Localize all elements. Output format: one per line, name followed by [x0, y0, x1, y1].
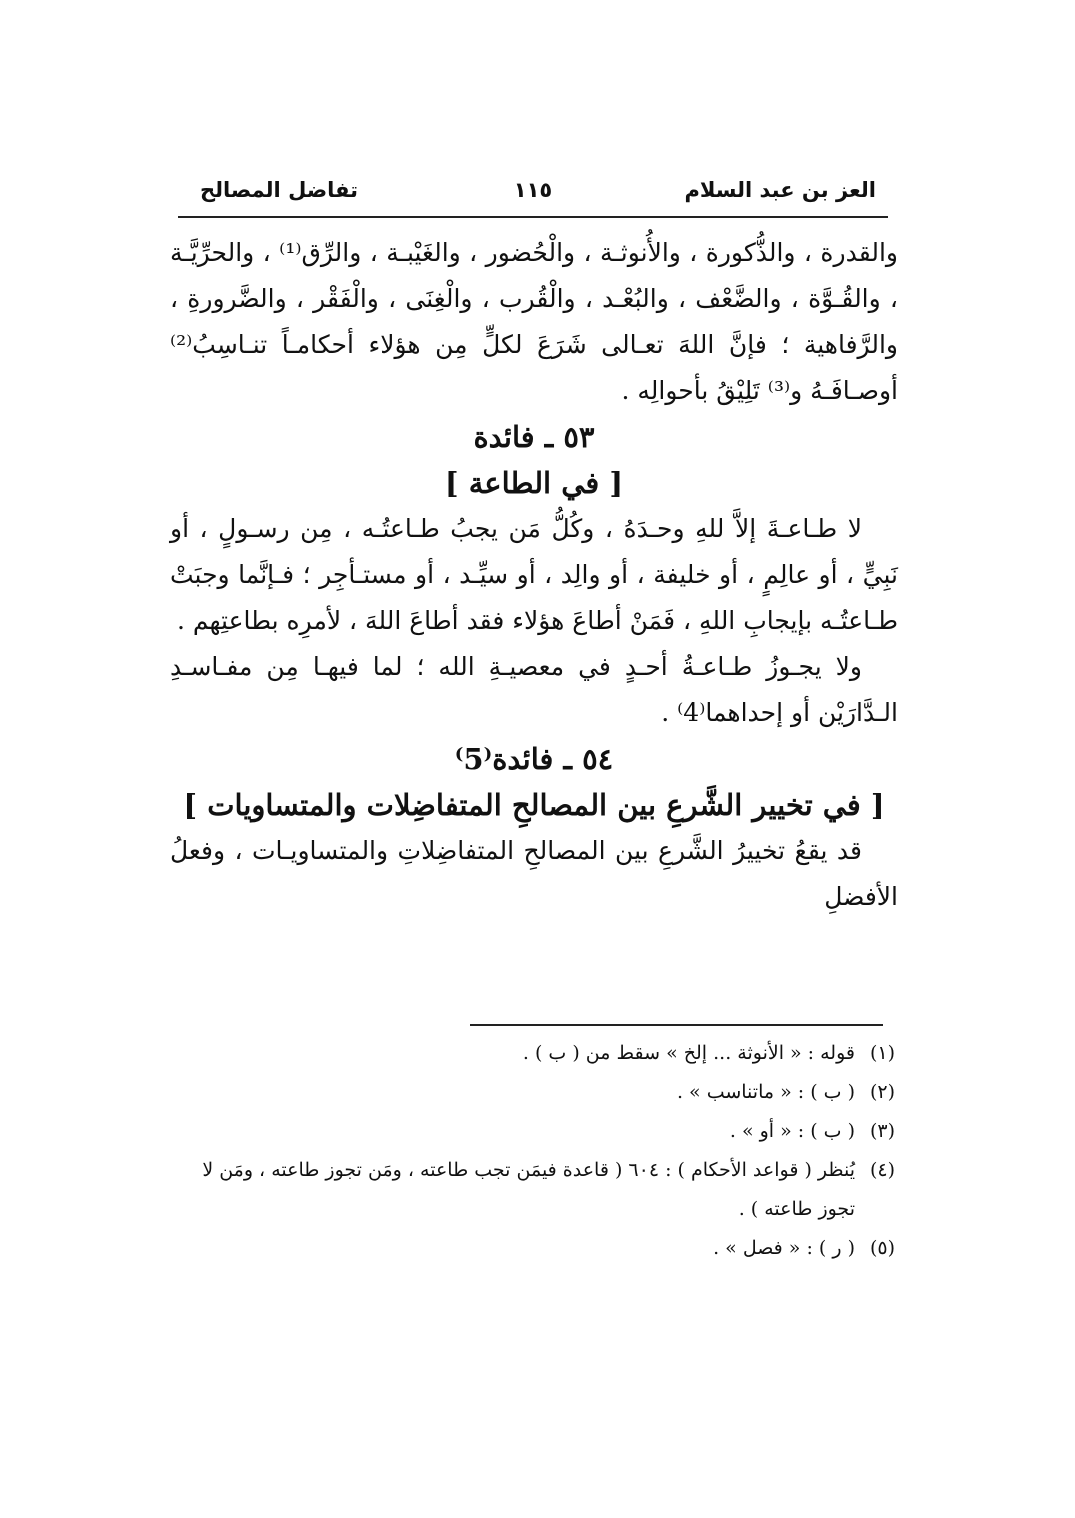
footnote-number: (٤)	[869, 1159, 895, 1181]
header-page-number: ١١٥	[513, 178, 553, 202]
main-text	[170, 230, 898, 920]
footnote	[160, 1073, 895, 1112]
footnote-number: (٥)	[869, 1237, 895, 1259]
footnote-number: (٢)	[869, 1081, 895, 1103]
footnote-number: (٣)	[869, 1120, 895, 1142]
section-54-heading: ٥٤ ـ فائدة⁽5⁾	[454, 742, 614, 776]
footnote	[160, 1112, 895, 1151]
header-author: العز بن عبد السلام	[684, 178, 876, 202]
footnotes	[160, 1034, 895, 1268]
footnote-text: يُنظر ( قواعد الأحكام ) : ٦٠٤ ( قاعدة فيمَن تجب طاعته ، ومَن تجوز طاعته ، ومَن لا تجوز طاعته ) .	[202, 1159, 855, 1220]
running-header	[178, 172, 888, 218]
section-53-paragraph-1: لا طـاعـةَ إلاَّ للهِ وحـدَهُ ، وكُلُّ مَن يجبُ طـاعتُـه ، مِن رسـولٍ ، أو نَبِيٍّ ، أو عالِمٍ ، أو خليفة ، أو والِد ، أو سيِّـد ، أو مستـأجِر ؛ فـإنَّما وجبَتْ طـاعتُـه بإيجابِ اللهِ ، فَمَنْ أطاعَ هؤلاء فقد أطاعَ اللهَ ، لأمرِه بطاعتِهم .	[170, 514, 898, 635]
footnote-text: ( ب ) : « أو » .	[729, 1120, 855, 1142]
section-53-heading: ٥٣ ـ فائدة	[473, 420, 595, 454]
section-54-paragraph-1: قد يقعُ تخييرُ الشَّرعِ بين المصالحِ المتفاضِلاتِ والمتساويـات ، وفعلُ الأفضلِ	[170, 836, 898, 911]
section-53-subheading: [ في الطاعة ]	[444, 466, 624, 500]
footnote-divider	[470, 1024, 883, 1026]
footnote	[160, 1151, 895, 1229]
section-54-subheading: [ في تخيير الشَّرعِ بين المصالحِ المتفاضِلات والمتساويات ]	[183, 788, 885, 822]
footnote	[160, 1034, 895, 1073]
section-53-paragraph-2: ولا يجـوزُ طـاعـةُ أحـدٍ في معصيـةِ الله ؛ لما فيهـا مِن مفـاسـدِ الـدَّارَيْن أو إحداهما⁽4⁾ .	[170, 652, 898, 727]
footnote	[160, 1229, 895, 1268]
header-book-title: تفاضل المصالح	[200, 178, 358, 202]
footnote-number: (١)	[869, 1042, 895, 1064]
footnote-text: ( ر ) : « فصل » .	[713, 1237, 855, 1259]
intro-paragraph: والقدرة ، والذُّكورة ، والأُنوثـة ، والْحُضور ، والغَيْبـة ، والرِّق⁽¹⁾ ، والحرِّيَّـة ، والقُـوَّة ، والضَّعْف ، والبُعْـد ، والْقُرب ، والْغِنَى ، والْفَقْر ، والضَّرورةِ ، والرَّفاهية ؛ فإنَّ اللهَ تعـالى شَرَعَ لكلٍّ مِن هؤلاء أحكامـاً تنـاسِبُ⁽²⁾ أوصـافَـهُ و⁽³⁾ تَلِيْقُ بأحوالِه .	[170, 238, 898, 405]
footnote-text: قوله : « الأنوثة ... إلخ » سقط من ( ب ) .	[522, 1042, 855, 1064]
footnote-text: ( ب ) : « ماتناسب » .	[676, 1081, 855, 1103]
